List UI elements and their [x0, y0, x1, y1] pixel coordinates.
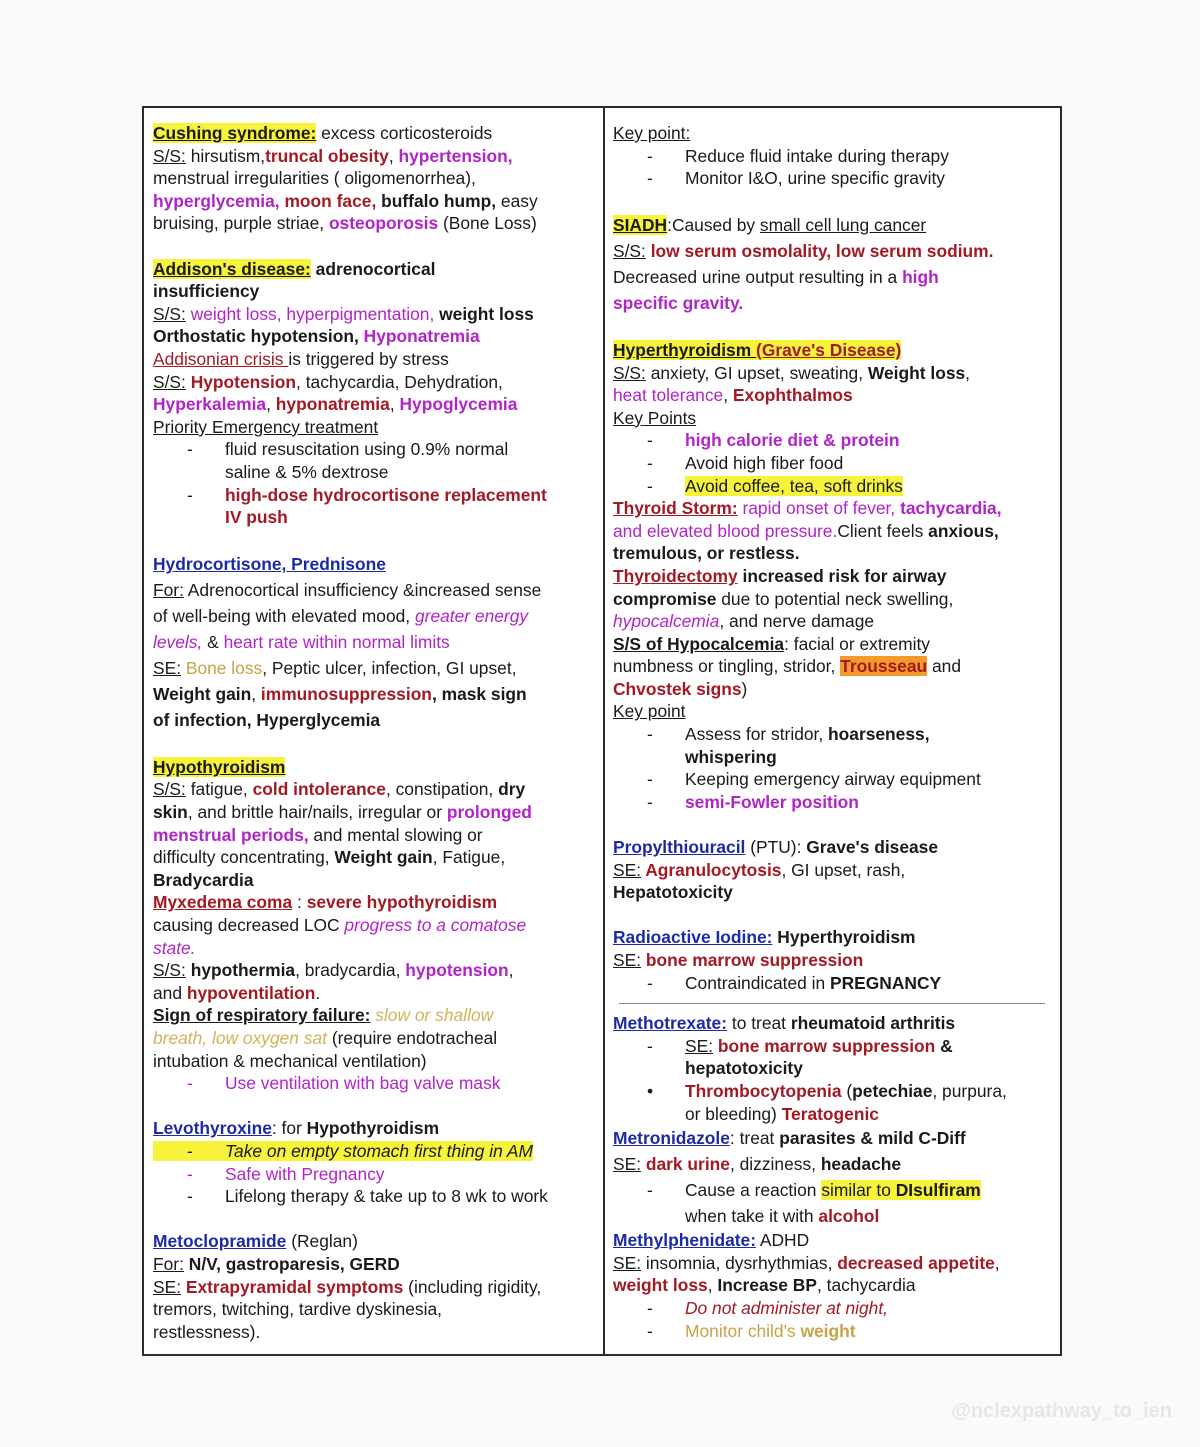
ptu-title: Propylthiouracil	[613, 837, 746, 858]
methylphenidate-title: Methylphenidate:	[613, 1230, 756, 1251]
text: , constipation,	[385, 779, 499, 800]
dot-bullet: •	[647, 1080, 654, 1101]
hydrocortisone-title: Hydrocortisone, Prednisone	[153, 554, 386, 575]
thyroidectomy-title: Thyroidectomy	[613, 565, 738, 586]
for-label: For:	[153, 580, 184, 601]
se-label: SE:	[613, 1252, 642, 1273]
text-red: Thrombocytopenia	[685, 1080, 842, 1101]
text-red: bone marrow suppression	[641, 950, 864, 970]
text-highlight: similar to	[821, 1180, 896, 1201]
key-point-heading: Key point:	[613, 123, 691, 143]
ptu-section	[613, 836, 1053, 904]
dash-bullet: -	[647, 1297, 653, 1318]
text-bold: headache	[820, 1154, 902, 1175]
text-bold: Weight loss	[867, 362, 966, 383]
text: Cause a reaction	[685, 1180, 822, 1201]
text-bold: hoarseness,	[828, 724, 930, 745]
text-bold: dry	[498, 779, 526, 800]
text: Lifelong therapy & take up to 8 wk to work	[225, 1186, 548, 1207]
text-bold: Weight gain	[153, 684, 252, 705]
text: , tachycardia	[816, 1275, 916, 1296]
dash-bullet: -	[647, 475, 653, 496]
text: Contraindicated in	[685, 972, 831, 993]
metoclopramide-section	[153, 1230, 593, 1343]
hypocalcemia-heading: S/S of Hypocalcemia	[613, 633, 785, 654]
myxedema-title: Myxedema coma	[153, 892, 293, 913]
text-gold: slow or shallow	[370, 1005, 494, 1026]
dash-bullet: -	[187, 1163, 193, 1184]
metoclopramide-title: Metoclopramide	[153, 1231, 287, 1252]
text-purple: osteoporosis	[328, 213, 439, 234]
text-bold: &	[935, 1035, 953, 1056]
ss-label: S/S:	[153, 145, 186, 166]
text-bold: Weight gain	[334, 847, 433, 868]
text: fluid resuscitation using 0.9% normal	[225, 439, 509, 460]
text: Adrenocortical insufficiency &increased sense	[183, 580, 542, 601]
addison-title: Addison's disease:	[153, 258, 311, 279]
dash-bullet: -	[187, 484, 193, 505]
text-purple: and elevated blood pressure.	[613, 520, 838, 541]
dash-bullet: -	[187, 1186, 193, 1207]
right-column	[613, 122, 1053, 1342]
text: , tachycardia, Dehydration,	[296, 371, 503, 392]
text-red: bone marrow suppression	[713, 1035, 936, 1056]
priority-heading: Priority Emergency treatment	[153, 416, 379, 437]
text: ,	[723, 385, 733, 406]
column-divider	[603, 108, 605, 1354]
text-purple: Safe with Pregnancy	[225, 1163, 385, 1184]
text: (Bone Loss)	[438, 213, 537, 234]
text: :Caused by	[667, 215, 760, 236]
text-purple: tachycardia,	[900, 498, 1002, 519]
text-purple: prolonged	[446, 802, 532, 823]
text: and	[927, 656, 962, 677]
dash-bullet: -	[647, 430, 653, 451]
text: (including rigidity,	[403, 1276, 542, 1297]
text-bold: PREGNANCY	[830, 972, 942, 993]
text: bruising, purple striae,	[153, 213, 329, 234]
text-gold: Monitor child's	[685, 1320, 801, 1341]
text: ,	[707, 1275, 718, 1296]
text-highlight-orange: Trousseau	[840, 656, 928, 677]
se-label: SE:	[685, 1035, 714, 1056]
dash-bullet: -	[647, 1180, 653, 1201]
text-bold: Hepatotoxicity	[613, 882, 733, 903]
text: fatigue,	[185, 779, 253, 800]
text-red-italic: Do not administer at night,	[685, 1297, 888, 1318]
hyperthyroidism-section	[613, 339, 1053, 813]
text: , dizziness,	[729, 1154, 821, 1175]
se-label: SE:	[153, 1276, 182, 1297]
text-red: decreased appetite	[837, 1252, 995, 1273]
text-red: high-dose hydrocortisone replacement	[225, 484, 547, 505]
text: &	[202, 632, 224, 653]
text-red: hypoventilation	[186, 982, 316, 1003]
text: ,	[251, 684, 261, 705]
text-bold: whispering	[685, 746, 777, 767]
text: ,	[965, 362, 971, 383]
text-bold: skin	[153, 802, 188, 823]
text-red: Extrapyramidal symptoms	[181, 1276, 404, 1297]
text-red: hyponatremia	[275, 394, 390, 415]
radioiodine-section	[613, 926, 1053, 994]
text: , and brittle hair/nails, irregular or	[187, 802, 447, 823]
text: due to potential neck swelling,	[716, 588, 954, 609]
text-purple: state.	[153, 937, 196, 958]
dash-bullet: -	[647, 145, 653, 166]
text: ,	[388, 145, 399, 166]
dash-bullet: -	[647, 168, 653, 189]
text: .	[315, 982, 321, 1003]
dash-bullet: -	[647, 1035, 653, 1056]
text-bold: tremulous, or restless.	[613, 543, 800, 564]
methylphenidate-section	[613, 1229, 1053, 1342]
text: intubation & mechanical ventilation)	[153, 1050, 427, 1071]
text-bold: parasites & mild C-Diff	[779, 1128, 966, 1149]
dash-bullet: -	[647, 769, 653, 790]
text: Client feels	[837, 520, 929, 541]
text: Reduce fluid intake during therapy	[685, 145, 949, 166]
keypoint-section	[613, 122, 1053, 190]
text-purple: Hypoglycemia	[399, 394, 518, 415]
text-purple: heat tolerance	[613, 385, 724, 406]
text: of well-being with elevated mood,	[153, 606, 415, 627]
text-bold: , mask sign	[431, 684, 527, 705]
text: ,	[508, 960, 514, 981]
text: : for	[271, 1118, 307, 1139]
hydrocortisone-section	[153, 551, 593, 733]
text: menstrual irregularities ( oligomenorrhea),	[153, 168, 476, 189]
text: Avoid high fiber food	[685, 452, 844, 473]
text: is triggered by stress	[288, 348, 449, 369]
text-red: Exophthalmos	[732, 385, 853, 406]
text-red: Chvostek signs	[613, 678, 742, 699]
text: ,	[266, 394, 276, 415]
text-purple: specific gravity.	[613, 293, 744, 314]
text-bold: compromise	[613, 588, 717, 609]
text-purple: menstrual periods,	[153, 824, 309, 845]
se-label: SE:	[613, 950, 642, 970]
text-bold: hypothermia	[185, 960, 296, 981]
text-bold: buffalo hump,	[376, 190, 497, 211]
cushing-desc: excess corticosteroids	[316, 123, 493, 143]
text: hirsutism,	[185, 145, 266, 166]
text-bold: insufficiency	[153, 281, 260, 302]
text-bold: N/V, gastroparesis, GERD	[183, 1253, 400, 1274]
text: and	[153, 982, 187, 1003]
metronidazole-section	[613, 1125, 1053, 1229]
ss-label: S/S:	[613, 362, 646, 383]
radioiodine-title: Radioactive Iodine:	[613, 927, 773, 948]
text-bold: Orthostatic hypotension,	[153, 326, 359, 347]
text-bold: DIsulfiram	[895, 1180, 981, 1201]
text-red: alcohol	[818, 1206, 880, 1227]
siadh-title: SIADH	[613, 215, 668, 236]
text-gold-bold: weight	[800, 1320, 856, 1341]
text-purple: progress to a comatose	[344, 915, 527, 936]
text: )	[741, 678, 748, 699]
addison-desc: adrenocortical	[310, 258, 436, 279]
text-red: moon face,	[279, 190, 377, 211]
text-bold: of infection, Hyperglycemia	[153, 710, 381, 731]
text-gold: breath, low oxygen sat	[153, 1028, 328, 1048]
metronidazole-title: Metronidazole	[613, 1128, 730, 1149]
text: , GI upset, rash,	[781, 859, 906, 880]
text: ,	[994, 1252, 1000, 1273]
text-bold: Bradycardia	[153, 869, 254, 890]
text: (PTU):	[745, 837, 807, 858]
text: Keeping emergency airway equipment	[685, 769, 981, 790]
key-point-heading: Key point	[613, 701, 686, 722]
text-purple: Hyperkalemia	[153, 394, 267, 415]
methotrexate-title: Methotrexate:	[613, 1013, 728, 1034]
text-red: cold intolerance	[252, 779, 386, 800]
text-purple: hypertension,	[398, 145, 513, 166]
hyperthyroidism-subtitle: (Grave's Disease)	[756, 339, 902, 360]
text-purple: semi-Fowler position	[685, 791, 859, 812]
text-red: weight loss	[613, 1275, 708, 1296]
text-bold: anxious,	[928, 520, 999, 541]
dash-bullet: -	[647, 972, 653, 993]
text-red: IV push	[225, 507, 288, 528]
ss-label: S/S:	[153, 303, 186, 324]
text: or bleeding)	[685, 1103, 782, 1124]
text-red: dark urine	[641, 1154, 730, 1175]
text: difficulty concentrating,	[153, 847, 335, 868]
hyperthyroidism-title: Hyperthyroidism	[613, 339, 757, 360]
hypothyroidism-section	[153, 756, 593, 1095]
text-highlight: Avoid coffee, tea, soft drinks	[685, 475, 903, 496]
text-purple: greater energy	[414, 606, 529, 627]
left-column	[153, 122, 593, 1343]
addisonian-crisis-title: Addisonian crisis	[153, 348, 289, 369]
text-bold: Hyperthyroidism	[772, 927, 916, 948]
text: (Reglan)	[286, 1231, 358, 1252]
levothyroxine-section: Levothyroxine: for Hypothyroidism - Take on empty stomach first thing in AM - Safe with Pregnancy - Lifelong therapy & take up to 8 wk to work	[153, 1118, 548, 1207]
text: saline & 5% dextrose	[225, 461, 389, 482]
text-purple: heart rate within normal limits	[223, 632, 450, 653]
text-purple: high	[902, 267, 939, 288]
addison-section	[153, 258, 593, 529]
text: , and nerve damage	[719, 611, 875, 632]
text-purple: high calorie diet & protein	[685, 430, 900, 451]
text: Decreased urine output resulting in a	[613, 267, 903, 288]
siadh-section	[613, 212, 1053, 316]
text: anxiety, GI upset, sweating,	[645, 362, 868, 383]
ss-label: S/S:	[613, 241, 646, 262]
text: easy	[496, 190, 538, 211]
dash-bullet: -	[647, 452, 653, 473]
text-bold: hepatotoxicity	[685, 1058, 803, 1079]
methotrexate-section	[613, 1012, 1053, 1125]
text-bold: rheumatoid arthritis	[790, 1013, 956, 1034]
text-purple: Hyponatremia	[358, 326, 480, 347]
ss-label: S/S:	[153, 960, 186, 981]
text: : facial or extremity	[784, 633, 931, 654]
text-purple: hypotension	[405, 960, 509, 981]
watermark: @nclexpathway_to_ien	[951, 1400, 1172, 1422]
text: , bradycardia,	[295, 960, 406, 981]
text-italic: Take on empty stomach first thing in AM	[225, 1140, 534, 1161]
text-bold: Increase BP	[717, 1275, 817, 1296]
text: , Peptic ulcer, infection, GI upset,	[262, 658, 517, 679]
text: , purpura,	[932, 1080, 1007, 1101]
se-label: SE:	[153, 658, 182, 679]
dash-bullet: -	[647, 724, 653, 745]
text: when take it with	[685, 1206, 819, 1227]
section-rule	[619, 1003, 1045, 1004]
text-purple: Use ventilation with bag valve mask	[225, 1073, 501, 1094]
text: ADHD	[756, 1230, 810, 1251]
hypothyroidism-title: Hypothyroidism	[153, 756, 286, 777]
thyroid-storm-title: Thyroid Storm:	[613, 498, 738, 519]
text-purple: weight loss, hyperpigmentation,	[185, 303, 435, 324]
text-red: severe hypothyroidism	[306, 892, 498, 913]
text: numbness or tingling, stridor,	[613, 656, 841, 677]
text: , Fatigue,	[432, 847, 506, 868]
text: restlessness).	[153, 1321, 261, 1342]
text-bold: weight loss	[434, 303, 534, 324]
se-label: SE:	[613, 859, 642, 880]
dash-bullet: -	[647, 791, 653, 812]
text: (	[841, 1080, 853, 1101]
text: : treat	[729, 1128, 780, 1149]
dash-bullet: -	[187, 439, 193, 460]
text-purple: rapid onset of fever,	[737, 498, 901, 519]
text-red: Agranulocytosis	[641, 859, 782, 880]
ss-label: S/S:	[153, 371, 186, 392]
se-label: SE:	[613, 1154, 642, 1175]
text-purple: hyperglycemia,	[153, 190, 280, 211]
text: Monitor I&O, urine specific gravity	[685, 168, 945, 189]
text-red: Teratogenic	[781, 1103, 879, 1124]
text-red: low serum osmolality, low serum sodium.	[645, 241, 994, 262]
text: small cell lung cancer	[759, 215, 927, 236]
text: Assess for stridor,	[685, 724, 829, 745]
text-bold: petechiae	[852, 1080, 933, 1101]
respiratory-failure-heading: Sign of respiratory failure:	[153, 1005, 371, 1026]
text: ,	[389, 394, 400, 415]
text-bold: Grave's disease	[806, 837, 939, 858]
text-red: truncal obesity	[265, 145, 389, 166]
dash-bullet: -	[647, 1320, 653, 1341]
ss-label: S/S:	[153, 779, 186, 800]
text-red: Hypotension	[185, 371, 297, 392]
dash-bullet: -	[187, 1073, 193, 1094]
cushing-section	[153, 122, 593, 235]
text: insomnia, dysrhythmias,	[641, 1252, 838, 1273]
text-bold: Hypothyroidism	[306, 1118, 440, 1139]
text: :	[292, 892, 307, 913]
text-purple: hypocalcemia	[613, 611, 720, 632]
text: and mental slowing or	[308, 824, 483, 845]
cushing-title: Cushing syndrome:	[153, 123, 317, 143]
text-gold: Bone loss	[181, 658, 263, 679]
text-red: immunosuppression	[260, 684, 432, 705]
text: (require endotracheal	[327, 1028, 498, 1048]
study-sheet	[142, 106, 1062, 1356]
text: to treat	[727, 1013, 791, 1034]
text-bold: increased risk for airway	[737, 565, 947, 586]
key-points-heading: Key Points	[613, 407, 697, 428]
levothyroxine-title: Levothyroxine	[153, 1118, 272, 1139]
text-purple: levels,	[153, 632, 203, 653]
text: causing decreased LOC	[153, 915, 345, 936]
text: tremors, twitching, tardive dyskinesia,	[153, 1299, 442, 1320]
for-label: For:	[153, 1253, 184, 1274]
